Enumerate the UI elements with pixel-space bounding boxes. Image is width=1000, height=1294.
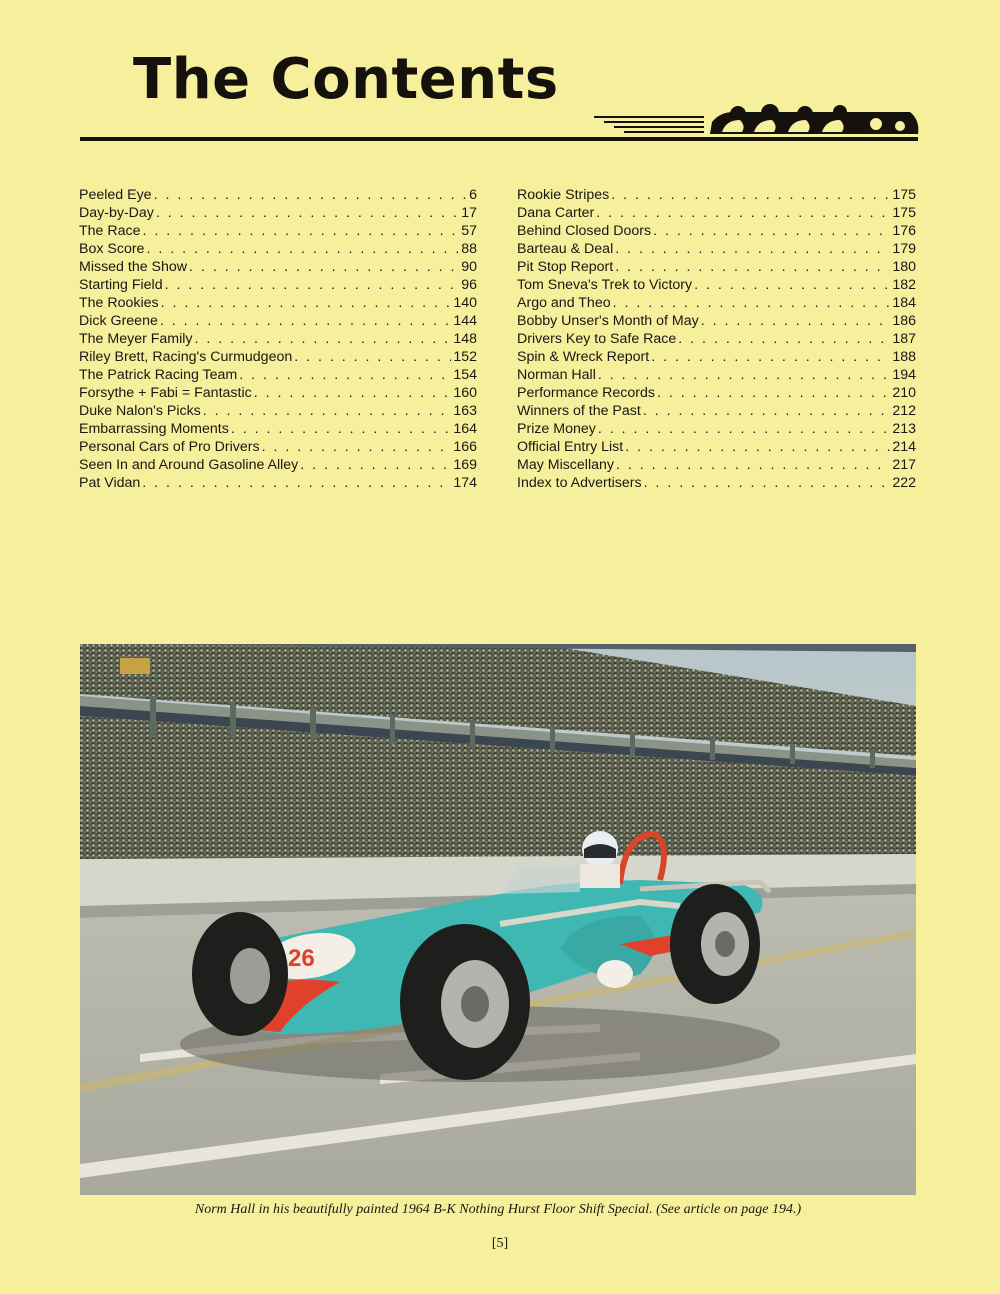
toc-entry-title: Missed the Show <box>79 259 188 275</box>
dot-leader <box>613 294 891 312</box>
toc-entry-page: 186 <box>892 313 916 329</box>
toc-entry-title: Norman Hall <box>517 367 596 383</box>
toc-entry[interactable] <box>517 474 916 492</box>
dot-leader <box>678 330 890 348</box>
toc-entry-page: 57 <box>461 223 477 239</box>
toc-entry-title: Argo and Theo <box>517 295 611 311</box>
toc-entry-page: 160 <box>453 385 477 401</box>
toc-entry-page: 175 <box>892 205 916 221</box>
toc-entry-title: Bobby Unser's Month of May <box>517 313 699 329</box>
toc-entry[interactable] <box>79 330 477 348</box>
toc-entry-title: Pit Stop Report <box>517 259 614 275</box>
toc-entry-title: Index to Advertisers <box>517 475 642 491</box>
dot-leader <box>643 402 891 420</box>
toc-entry-title: May Miscellany <box>517 457 614 473</box>
dot-leader <box>651 348 890 366</box>
toc-entry[interactable] <box>517 402 916 420</box>
toc-entry-page: 217 <box>892 457 916 473</box>
toc-entry-page: 180 <box>892 259 916 275</box>
toc-entry[interactable] <box>79 204 477 222</box>
dot-leader <box>161 294 452 312</box>
toc-entry-page: 148 <box>453 331 477 347</box>
toc-entry[interactable] <box>79 402 477 420</box>
toc-entry-page: 175 <box>892 187 916 203</box>
toc-entry-title: Official Entry List <box>517 439 624 455</box>
toc-entry-title: Box Score <box>79 241 145 257</box>
dot-leader <box>625 438 890 456</box>
toc-entry[interactable] <box>517 204 916 222</box>
toc-entry-title: Starting Field <box>79 277 163 293</box>
dot-leader <box>653 222 890 240</box>
toc-entry[interactable] <box>79 240 477 258</box>
dot-leader <box>615 240 890 258</box>
toc-entry-page: 174 <box>453 475 477 491</box>
toc-entry-title: Seen In and Around Gasoline Alley <box>79 457 299 473</box>
photo-caption: Norm Hall in his beautifully painted 1964 B-K Nothing Hurst Floor Shift Special. (See article on page 194.) <box>194 1202 802 1217</box>
toc-entry[interactable] <box>79 312 477 330</box>
toc-entry-title: Peeled Eye <box>79 187 152 203</box>
toc-entry-title: Winners of the Past <box>517 403 641 419</box>
toc-entry-page: 182 <box>892 277 916 293</box>
toc-entry[interactable] <box>79 348 477 366</box>
toc-entry-page: 166 <box>453 439 477 455</box>
toc-entry-page: 212 <box>892 403 916 419</box>
dot-leader <box>262 438 452 456</box>
toc-entry-page: 176 <box>892 223 916 239</box>
dot-leader <box>616 456 890 474</box>
toc-entry-title: Duke Nalon's Picks <box>79 403 201 419</box>
dot-leader <box>596 204 890 222</box>
toc-entry[interactable] <box>517 222 916 240</box>
dot-leader <box>146 240 459 258</box>
toc-entry[interactable] <box>517 312 916 330</box>
toc-entry[interactable] <box>79 438 477 456</box>
toc-entry[interactable] <box>517 186 916 204</box>
toc-entry-title: The Rookies <box>79 295 159 311</box>
toc-entry-page: 164 <box>453 421 477 437</box>
toc-entry-title: Dana Carter <box>517 205 595 221</box>
dot-leader <box>657 384 890 402</box>
race-car-logo-icon <box>590 98 920 142</box>
toc-entry-page: 187 <box>892 331 916 347</box>
dot-leader <box>239 366 451 384</box>
toc-entry-title: Performance Records <box>517 385 655 401</box>
toc-entry-title: Riley Brett, Racing's Curmudgeon <box>79 349 293 365</box>
toc-entry-title: Tom Sneva's Trek to Victory <box>517 277 693 293</box>
dot-leader <box>154 186 468 204</box>
toc-entry-title: Dick Greene <box>79 313 158 329</box>
dot-leader <box>254 384 452 402</box>
toc-entry-page: 152 <box>453 349 477 365</box>
toc-entry[interactable] <box>79 366 477 384</box>
toc-entry-page: 194 <box>892 367 916 383</box>
car-number: 26 <box>288 945 315 972</box>
dot-leader <box>189 258 459 276</box>
dot-leader <box>195 330 452 348</box>
dot-leader <box>231 420 452 438</box>
dot-leader <box>611 186 890 204</box>
toc-entry-title: Day-by-Day <box>79 205 154 221</box>
toc-entry[interactable] <box>517 258 916 276</box>
dot-leader <box>598 366 890 384</box>
toc-entry-page: 144 <box>453 313 477 329</box>
toc-entry[interactable] <box>517 240 916 258</box>
dot-leader <box>694 276 890 294</box>
toc-entry-title: Pat Vidan <box>79 475 141 491</box>
header-rule <box>80 137 918 141</box>
dot-leader <box>160 312 451 330</box>
toc-entry-page: 90 <box>461 259 477 275</box>
toc-entry-page: 188 <box>892 349 916 365</box>
toc-entry-page: 6 <box>469 187 477 203</box>
toc-entry[interactable] <box>79 456 477 474</box>
toc-entry-title: Prize Money <box>517 421 596 437</box>
race-car-photo <box>80 644 916 1195</box>
toc-entry-title: Personal Cars of Pro Drivers <box>79 439 260 455</box>
toc-entry[interactable] <box>79 420 477 438</box>
toc-entry-page: 163 <box>453 403 477 419</box>
dot-leader <box>294 348 451 366</box>
toc-column-right <box>517 186 916 492</box>
toc-entry[interactable] <box>517 420 916 438</box>
dot-leader <box>598 420 890 438</box>
dot-leader <box>300 456 451 474</box>
toc-entry[interactable] <box>517 330 916 348</box>
toc-entry[interactable] <box>79 294 477 312</box>
dot-leader <box>644 474 891 492</box>
toc-entry-page: 88 <box>461 241 477 257</box>
toc-entry-title: The Race <box>79 223 141 239</box>
dot-leader <box>156 204 459 222</box>
toc-entry-title: Behind Closed Doors <box>517 223 652 239</box>
toc-entry-page: 210 <box>892 385 916 401</box>
toc-column-left <box>79 186 477 492</box>
toc-entry-page: 169 <box>453 457 477 473</box>
toc-entry[interactable] <box>79 276 477 294</box>
toc-entry-page: 140 <box>453 295 477 311</box>
toc-entry[interactable] <box>517 456 916 474</box>
toc-entry-title: Barteau & Deal <box>517 241 614 257</box>
toc-entry-page: 96 <box>461 277 477 293</box>
toc-entry[interactable] <box>517 384 916 402</box>
toc-entry-title: Embarrassing Moments <box>79 421 229 437</box>
toc-entry[interactable] <box>79 384 477 402</box>
page-title: The Contents <box>133 47 559 112</box>
toc-entry-page: 222 <box>892 475 916 491</box>
toc-entry-page: 214 <box>892 439 916 455</box>
toc-entry-title: The Meyer Family <box>79 331 193 347</box>
toc-entry[interactable] <box>517 276 916 294</box>
toc-entry-page: 179 <box>892 241 916 257</box>
toc-entry[interactable] <box>79 258 477 276</box>
toc-entry-title: Forsythe + Fabi = Fantastic <box>79 385 252 401</box>
dot-leader <box>701 312 891 330</box>
toc-entry-page: 184 <box>892 295 916 311</box>
toc-entry-title: Rookie Stripes <box>517 187 610 203</box>
toc-entry-title: Drivers Key to Safe Race <box>517 331 677 347</box>
toc-entry[interactable] <box>517 348 916 366</box>
dot-leader <box>165 276 460 294</box>
page-number: [5] <box>491 1236 509 1251</box>
toc-entry-page: 154 <box>453 367 477 383</box>
toc-entry[interactable] <box>517 294 916 312</box>
dot-leader <box>615 258 890 276</box>
toc-entry-page: 213 <box>892 421 916 437</box>
toc-entry[interactable] <box>517 366 916 384</box>
toc-entry-title: Spin & Wreck Report <box>517 349 650 365</box>
toc-entry-title: The Patrick Racing Team <box>79 367 238 383</box>
toc-entry-page: 17 <box>461 205 477 221</box>
dot-leader <box>203 402 452 420</box>
toc-entry[interactable] <box>79 186 477 204</box>
toc-entry[interactable] <box>79 474 477 492</box>
toc-entry[interactable] <box>517 438 916 456</box>
dot-leader <box>143 222 460 240</box>
dot-leader <box>142 474 451 492</box>
toc-entry[interactable] <box>79 222 477 240</box>
